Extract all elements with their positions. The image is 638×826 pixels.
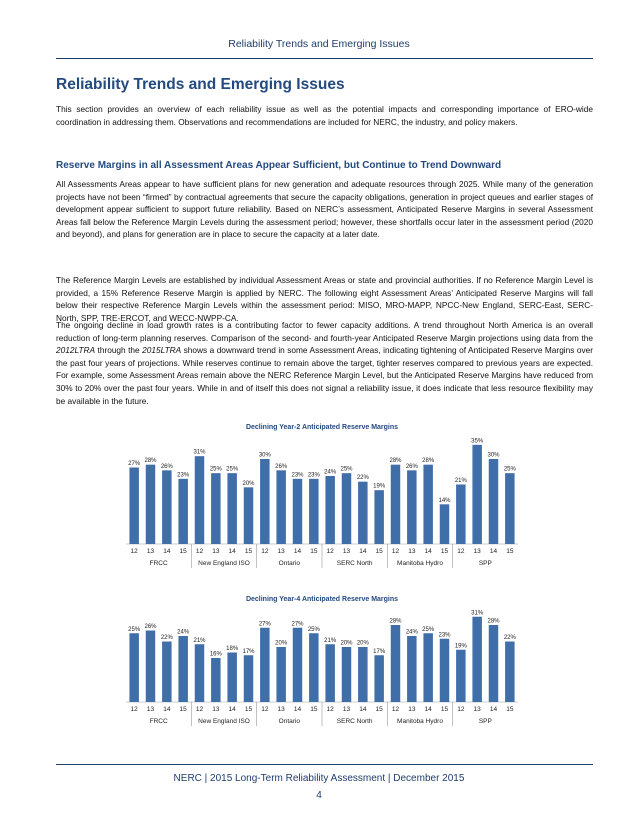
data-label: 22%	[503, 635, 516, 641]
bar-frcc-15	[178, 636, 187, 702]
data-label: 23%	[438, 632, 451, 639]
ltra-2012-ref: 2012LTRA	[56, 345, 96, 356]
data-label: 22%	[356, 475, 369, 482]
data-label: 27%	[258, 621, 271, 628]
data-label: 35%	[471, 438, 484, 445]
tick-label: 15	[375, 548, 383, 555]
bar-ontario-14	[293, 479, 302, 544]
data-label: 24%	[405, 629, 418, 636]
group-label: Ontario	[278, 560, 300, 567]
tick-label: 15	[506, 706, 514, 713]
bar-ontario-13	[276, 470, 285, 544]
data-label: 17%	[242, 648, 255, 655]
tick-label: 13	[277, 706, 285, 713]
data-label: 28%	[389, 618, 402, 625]
group-label: FRCC	[149, 560, 168, 567]
tick-label: 12	[195, 548, 204, 555]
group-label: New England ISO	[198, 718, 250, 725]
tick-label: 13	[408, 548, 416, 555]
tick-label: 14	[293, 706, 302, 713]
data-label: 25%	[422, 626, 435, 633]
running-header: Reliability Trends and Emerging Issues	[228, 38, 410, 50]
data-label: 20%	[340, 640, 353, 647]
bar-ontario-14	[293, 628, 302, 702]
tick-label: 14	[424, 706, 432, 713]
bar-spp-13	[472, 617, 481, 702]
tick-label: 15	[440, 548, 449, 555]
bar-new-england-iso-13	[211, 473, 220, 544]
data-label: 28%	[144, 458, 157, 465]
bar-new-england-iso-12	[195, 456, 204, 544]
group-label: Manitoba Hydro	[397, 718, 443, 725]
tick-label: 15	[310, 548, 318, 555]
intro-paragraph: This section provides an overview of each reliability issue as well as the potential impacts and corresponding importance of ERO-wide coordination in addressing them. Observations and recommendations are included for NERC, the industry, and policy makers.	[56, 104, 593, 127]
tick-label: 15	[244, 548, 253, 555]
group-label: SPP	[478, 718, 492, 725]
bar-ontario-15	[309, 479, 318, 544]
bar-ontario-15	[309, 633, 318, 702]
tick-label: 13	[473, 548, 481, 555]
bar-manitoba-hydro-15	[440, 639, 449, 702]
group-label: SERC North	[336, 560, 373, 567]
bar-ontario-12	[260, 628, 269, 702]
tick-label: 15	[440, 706, 449, 713]
tick-label: 14	[293, 548, 302, 555]
tick-label: 13	[342, 706, 351, 713]
tick-label: 12	[195, 706, 204, 713]
tick-label: 14	[228, 548, 236, 555]
data-label: 31%	[471, 610, 484, 617]
tick-label: 14	[163, 706, 171, 713]
tick-label: 14	[489, 548, 498, 555]
bar-spp-12	[456, 650, 465, 702]
data-label: 31%	[193, 449, 206, 456]
tick-label: 12	[130, 706, 138, 713]
tick-label: 15	[244, 706, 253, 713]
paragraph-2: The Reference Margin Levels are established by individual Assessment Areas or state and provincial authorities. If no Reference Margin Level is provided, a 15% Reference Reserve Margin is applied by NERC. The following eight Assessment Areas’ Anticipated Reserve Margins will fall below their respective Reference Margin Levels within the assessment period: MISO, MRO-MAPP, NPCC-New England, SERC-East, SERC-North, SPP, TRE-ERCOT, and WECC-NWPP-CA.	[56, 275, 593, 323]
bar-frcc-14	[162, 642, 171, 703]
tick-label: 14	[359, 706, 367, 713]
tick-label: 15	[179, 548, 187, 555]
data-label: 30%	[487, 452, 500, 459]
section-heading: Reserve Margins in all Assessment Areas Appear Sufficient, but Continue to Trend Downward	[56, 160, 502, 171]
bar-spp-15	[505, 642, 514, 703]
bar-ontario-12	[260, 459, 269, 544]
data-label: 19%	[373, 483, 386, 490]
bar-new-england-iso-12	[195, 644, 204, 702]
chart-title: Declining Year-4 Anticipated Reserve Margins	[245, 596, 399, 603]
data-label: 28%	[487, 618, 500, 625]
bar-manitoba-hydro-14	[423, 633, 432, 702]
data-label: 25%	[340, 466, 353, 473]
bar-manitoba-hydro-14	[423, 465, 432, 544]
data-label: 25%	[128, 626, 141, 633]
data-label: 21%	[454, 478, 467, 484]
tick-label: 12	[391, 548, 400, 555]
bar-new-england-iso-13	[211, 658, 220, 702]
data-label: 25%	[503, 466, 516, 473]
bar-spp-13	[472, 445, 481, 544]
tick-label: 12	[326, 706, 334, 713]
paragraph-3-part-c: shows a downward trend in some Assessment Areas, indicating tightening of Anticipated Reserve Margins over the past four years of projections. While reserves continue to remain above the target, tighter reserves compared to previous years are expected. For example, some Assessment Areas remain above the NERC Reference Margin Level, but the Anticipated Reserve Margins have reduced from 30% to 20% over the past four years. While in and of itself this does not signal a reliability issue, it does indicate that less resource flexibility may be available in the future.	[56, 345, 594, 406]
bar-spp-12	[456, 485, 465, 545]
bar-serc-north-13	[342, 647, 351, 702]
bar-new-england-iso-15	[244, 655, 253, 702]
group-label: SPP	[478, 560, 492, 567]
page-title: Reliability Trends and Emerging Issues	[56, 76, 345, 93]
bar-manitoba-hydro-12	[391, 625, 400, 702]
year2-reserve-margin-chart	[120, 420, 524, 578]
bar-frcc-13	[146, 465, 155, 544]
paragraph-3	[56, 319, 593, 407]
data-label: 16%	[209, 651, 222, 658]
tick-label: 12	[130, 548, 138, 555]
tick-label: 13	[212, 548, 220, 555]
data-label: 27%	[128, 461, 141, 467]
data-label: 14%	[438, 497, 451, 504]
tick-label: 12	[261, 706, 269, 713]
bar-manitoba-hydro-12	[391, 465, 400, 544]
data-label: 21%	[324, 637, 337, 644]
tick-label: 14	[424, 548, 432, 555]
bar-manitoba-hydro-15	[440, 504, 449, 544]
data-label: 19%	[454, 643, 467, 650]
data-label: 23%	[291, 472, 304, 479]
data-label: 23%	[177, 472, 190, 479]
data-label: 24%	[177, 629, 190, 636]
data-label: 28%	[422, 458, 435, 465]
bar-spp-14	[489, 459, 498, 544]
group-label: SERC North	[336, 718, 373, 725]
bar-manitoba-hydro-13	[407, 636, 416, 702]
bar-frcc-13	[146, 631, 155, 703]
data-label: 25%	[209, 466, 222, 473]
tick-label: 13	[146, 548, 155, 555]
bar-spp-15	[505, 473, 514, 544]
tick-label: 14	[163, 548, 171, 555]
bar-serc-north-15	[374, 655, 383, 702]
tick-label: 13	[146, 706, 155, 713]
bar-frcc-12	[129, 468, 138, 545]
tick-label: 13	[277, 548, 285, 555]
data-label: 26%	[144, 624, 157, 630]
data-label: 24%	[324, 469, 337, 476]
page-number: 4	[316, 790, 322, 801]
tick-label: 12	[261, 548, 269, 555]
tick-label: 14	[228, 706, 236, 713]
bar-new-england-iso-14	[227, 653, 236, 703]
group-label: Manitoba Hydro	[397, 560, 443, 567]
data-label: 25%	[307, 626, 320, 633]
paragraph-1: All Assessments Areas appear to have sufficient plans for new generation and adequate resources through 2025. While many of the generation projects have not been “firmed” by contractual agreements that secure the capacity obligations, generation in project queues and earlier stages of development appear sufficient to support future reliability. Based on NERC’s assessment, Anticipated Reserve Margins in several Assessment Areas fall below the Reference Margin Levels during the assessment period; however, these shortfalls occur later in the assessment period (2020 and beyond), and plans for generation are in place to secure the capacity at a later date.	[56, 179, 593, 240]
tick-label: 15	[310, 706, 318, 713]
bar-frcc-14	[162, 470, 171, 544]
data-label: 26%	[160, 463, 173, 470]
tick-label: 13	[473, 706, 481, 713]
data-label: 30%	[258, 452, 271, 459]
header-rule	[56, 58, 593, 59]
tick-label: 14	[489, 706, 498, 713]
data-label: 26%	[405, 463, 418, 470]
bar-frcc-12	[129, 633, 138, 702]
bar-frcc-15	[178, 479, 187, 544]
bar-serc-north-12	[325, 644, 334, 702]
tick-label: 15	[179, 706, 187, 713]
data-label: 20%	[356, 640, 369, 647]
paragraph-3-part-a: The ongoing decline in load growth rates is a contributing factor to fewer capacity additions. A trend throughout North America is an overall reduction of long-term planning reserves. Comparison of the second- and fourth-year Anticipated Reserve Margin projections using data from the	[56, 320, 593, 343]
year4-reserve-margin-chart	[120, 592, 524, 730]
bar-new-england-iso-14	[227, 473, 236, 544]
tick-label: 12	[457, 548, 465, 555]
bar-serc-north-14	[358, 482, 367, 544]
tick-label: 12	[326, 548, 334, 555]
paragraph-3-part-b: through the	[95, 345, 143, 356]
tick-label: 12	[457, 706, 465, 713]
group-label: FRCC	[149, 718, 168, 725]
chart-title: Declining Year-2 Anticipated Reserve Margins	[245, 424, 399, 431]
data-label: 27%	[291, 621, 304, 628]
data-label: 23%	[307, 472, 320, 479]
data-label: 25%	[226, 466, 239, 473]
tick-label: 13	[342, 548, 351, 555]
data-label: 17%	[373, 648, 386, 655]
bar-serc-north-13	[342, 473, 351, 544]
bar-new-england-iso-15	[244, 487, 253, 544]
bar-manitoba-hydro-13	[407, 470, 416, 544]
data-label: 22%	[160, 635, 173, 641]
data-label: 26%	[275, 463, 288, 470]
data-label: 28%	[389, 458, 402, 465]
data-label: 20%	[242, 480, 255, 487]
group-label: Ontario	[278, 718, 300, 725]
ltra-2015-ref: 2015LTRA	[142, 345, 182, 356]
data-label: 18%	[226, 646, 239, 652]
data-label: 21%	[193, 637, 206, 644]
bar-spp-14	[489, 625, 498, 702]
data-label: 20%	[275, 640, 288, 647]
tick-label: 15	[506, 548, 514, 555]
bar-serc-north-15	[374, 490, 383, 544]
bar-ontario-13	[276, 647, 285, 702]
tick-label: 15	[375, 706, 383, 713]
tick-label: 13	[408, 706, 416, 713]
tick-label: 13	[212, 706, 220, 713]
tick-label: 12	[391, 706, 400, 713]
footer-text: NERC | 2015 Long-Term Reliability Assessment | December 2015	[173, 773, 465, 784]
footer-rule	[56, 764, 593, 765]
tick-label: 14	[359, 548, 367, 555]
bar-serc-north-14	[358, 647, 367, 702]
group-label: New England ISO	[198, 560, 250, 567]
bar-serc-north-12	[325, 476, 334, 544]
